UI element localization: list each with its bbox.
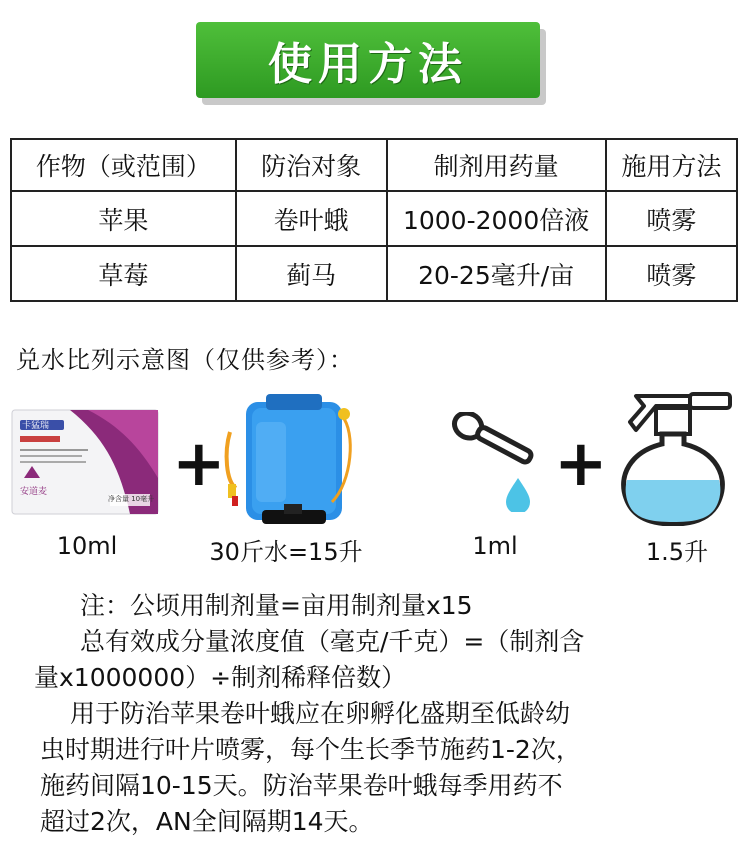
dropper-caption: 1ml xyxy=(472,532,518,560)
cell-crop: 苹果 xyxy=(11,191,236,246)
banner-title: 使用方法 xyxy=(268,39,468,90)
table-row xyxy=(11,191,737,246)
bottle-caption: 1.5升 xyxy=(645,538,709,566)
packet-company: 安道麦 xyxy=(20,487,48,497)
note-line: 用于防治苹果卷叶蛾应在卵孵化盛期至低龄幼 xyxy=(70,699,571,728)
plus-sign: + xyxy=(554,427,608,501)
backpack-sprayer-image xyxy=(222,392,358,528)
packet-caption: 10ml xyxy=(56,532,118,560)
header-target: 防治对象 xyxy=(236,139,387,191)
cell-method: 喷雾 xyxy=(606,191,737,246)
note-line: 量x1000000）÷制剂稀释倍数） xyxy=(34,663,407,692)
title-banner xyxy=(196,22,540,98)
header-crop: 作物（或范围） xyxy=(11,139,236,191)
notes-section xyxy=(0,588,750,840)
cell-target: 蓟马 xyxy=(236,246,387,301)
plus-sign: + xyxy=(172,427,226,501)
note-line: 注：公顷用制剂量=亩用制剂量x15 xyxy=(80,591,473,620)
sprayer-caption: 30斤水=15升 xyxy=(209,538,363,566)
table-row xyxy=(11,246,737,301)
cell-method: 喷雾 xyxy=(606,246,737,301)
pesticide-packet-image xyxy=(10,408,160,516)
cell-dosage: 20-25毫升/亩 xyxy=(387,246,606,301)
note-line: 超过2次，AN全间隔期14天。 xyxy=(40,807,374,836)
cell-crop: 草莓 xyxy=(11,246,236,301)
ratio-title: 兑水比列示意图（仅供参考）： xyxy=(16,346,354,374)
spray-bottle-icon xyxy=(616,390,746,526)
packet-brand: 卡猛瑞 xyxy=(22,421,50,431)
header-method: 施用方法 xyxy=(606,139,737,191)
note-line: 施药间隔10-15天。防治苹果卷叶蛾每季用药不 xyxy=(40,771,563,800)
header-dosage: 制剂用药量 xyxy=(387,139,606,191)
cell-target: 卷叶蛾 xyxy=(236,191,387,246)
packet-net-content: 净含量 10毫升 xyxy=(108,495,155,503)
note-line: 虫时期进行叶片喷雾，每个生长季节施药1-2次， xyxy=(40,735,581,764)
usage-table xyxy=(10,138,738,302)
cell-dosage: 1000-2000倍液 xyxy=(387,191,606,246)
table-header-row xyxy=(11,139,737,191)
note-line: 总有效成分量浓度值（毫克/千克）=（制剂含 xyxy=(80,627,585,656)
dropper-icon xyxy=(440,412,536,512)
